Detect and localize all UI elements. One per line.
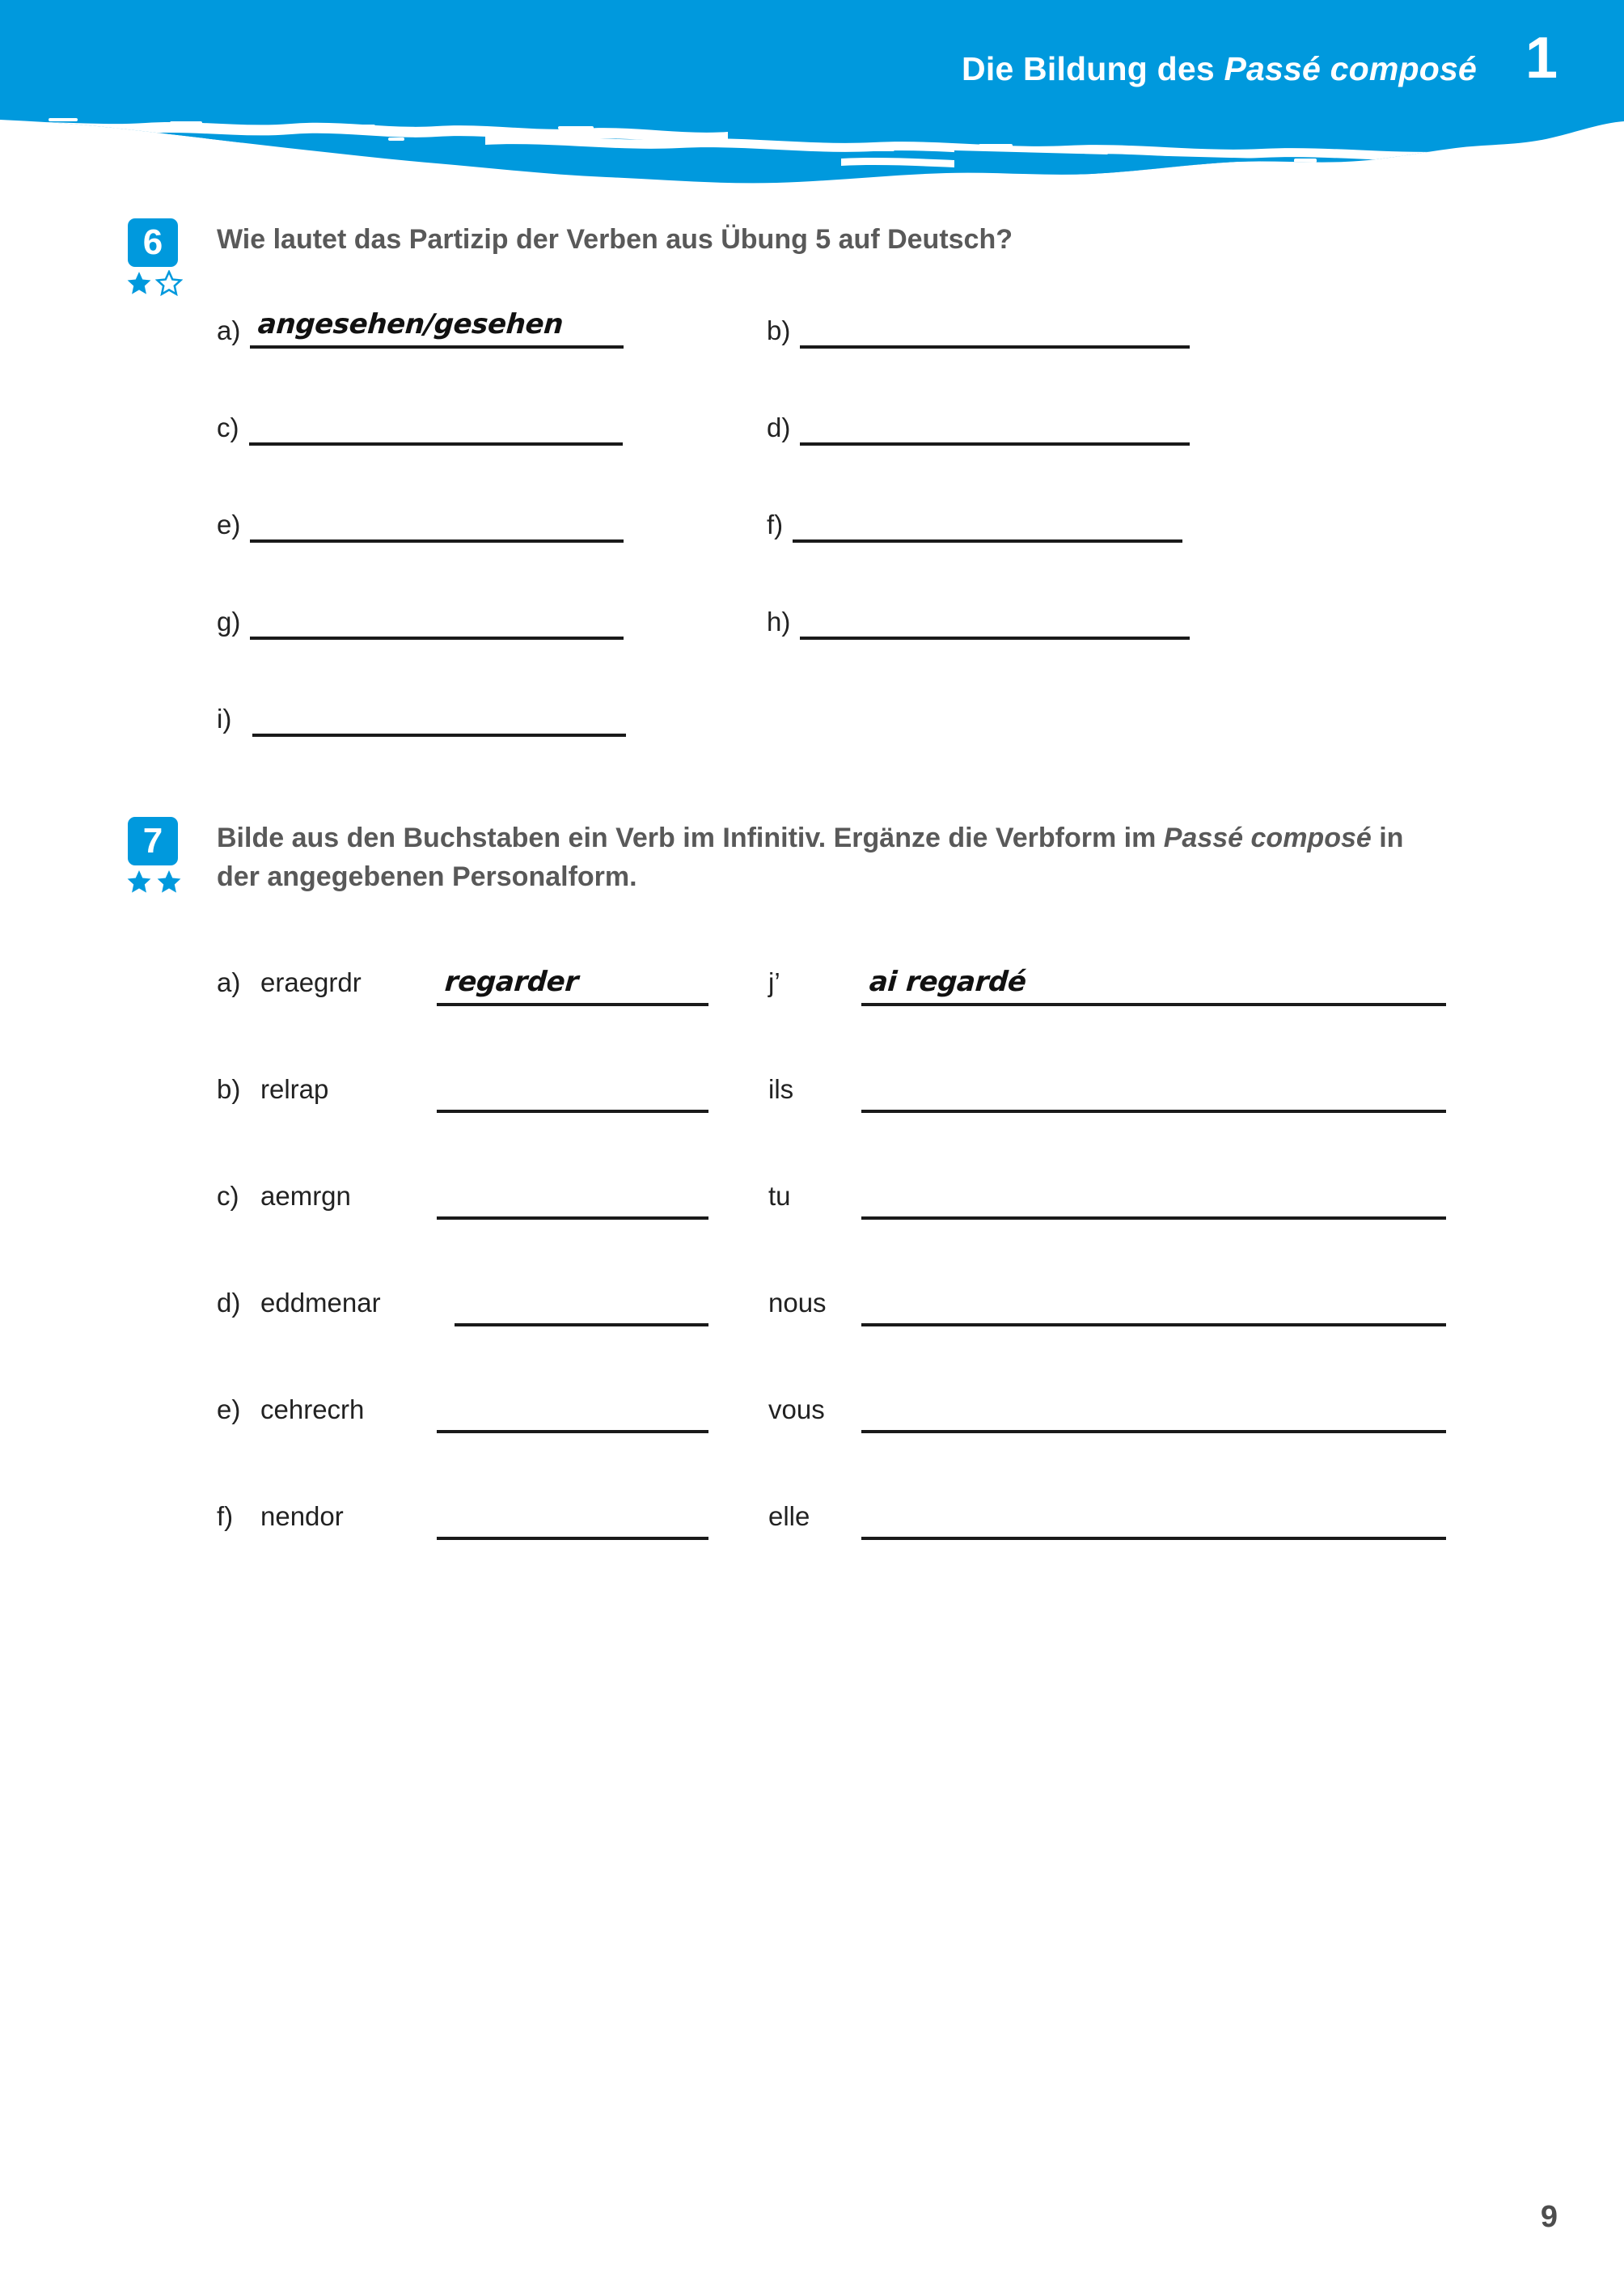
infinitive-blank-line[interactable]	[437, 959, 708, 1006]
pronoun-label: nous	[768, 1288, 827, 1318]
verbform-blank-line[interactable]	[861, 1280, 1446, 1326]
infinitive-blank-line[interactable]	[437, 1173, 708, 1220]
answer-blank-line[interactable]	[249, 400, 623, 446]
exercise-7-row	[0, 1480, 1624, 1540]
exercise-6-instruction-text: Wie lautet das Partizip der Verben aus Übung 5 auf Deutsch?	[217, 224, 1013, 255]
scrambled-letters: aemrgn	[260, 1181, 351, 1211]
row-index: d)	[217, 1288, 241, 1318]
scrambled-letters: nendor	[260, 1501, 344, 1531]
infinitive-blank-line[interactable]	[437, 1493, 708, 1540]
verbform-blank-line[interactable]	[861, 1493, 1446, 1540]
answer-blank-line[interactable]	[793, 497, 1182, 543]
page-title	[962, 50, 1477, 88]
star-outline-icon	[155, 270, 183, 296]
infinitive-blank-line[interactable]	[437, 1386, 708, 1433]
exercise-6-slot-f[interactable]	[767, 497, 1182, 543]
exercise-7-instruction-italic: Passé composé	[1163, 823, 1372, 853]
answer-blank-line[interactable]	[250, 497, 624, 543]
slot-label: h)	[767, 607, 791, 637]
answer-blank-line[interactable]	[800, 303, 1190, 349]
slot-label: e)	[217, 510, 241, 539]
star-filled-icon	[125, 270, 153, 296]
answer-blank-line[interactable]	[250, 594, 624, 640]
page-title-plain: Die Bildung des	[962, 50, 1224, 87]
exercise-7-row	[0, 1053, 1624, 1113]
handwritten-infinitive: regarder	[443, 966, 580, 998]
exercise-6-difficulty-stars	[125, 270, 184, 298]
slot-label: a)	[217, 315, 241, 345]
exercise-6-number-badge: 6	[128, 218, 178, 267]
verbform-blank-line[interactable]	[861, 1386, 1446, 1433]
scrambled-letters: relrap	[260, 1074, 329, 1104]
pronoun-label: ils	[768, 1074, 794, 1104]
exercise-6-answer-row	[0, 497, 1624, 554]
row-index: e)	[217, 1394, 241, 1424]
exercise-7-number-badge: 7	[128, 817, 178, 865]
pronoun-label: elle	[768, 1501, 810, 1531]
star-filled-icon	[125, 869, 153, 895]
verbform-blank-line[interactable]	[861, 1173, 1446, 1220]
pronoun-label: vous	[768, 1394, 825, 1424]
answer-blank-line[interactable]	[800, 400, 1190, 446]
exercise-6-slot-h[interactable]	[767, 594, 1190, 640]
exercise-7-instruction-part1: Bilde aus den Buchstaben ein Verb im Infinitiv. Ergänze die Verbform im	[217, 823, 1164, 853]
exercise-6-slot-a[interactable]	[217, 303, 624, 349]
pronoun-label: tu	[768, 1181, 791, 1211]
answer-blank-line[interactable]	[800, 594, 1190, 640]
scrambled-letters: cehrecrh	[260, 1394, 365, 1424]
slot-label: f)	[767, 510, 784, 539]
exercise-7-row	[0, 946, 1624, 1006]
row-index: c)	[217, 1181, 239, 1211]
exercise-6-answer-row	[0, 594, 1624, 651]
scrambled-letters: eraegrdr	[260, 967, 362, 997]
exercise-6-slot-g[interactable]	[217, 594, 624, 640]
brush-stroke-banner	[0, 0, 1624, 202]
exercise-6-answer-row	[0, 400, 1624, 457]
exercise-7-row	[0, 1160, 1624, 1220]
star-filled-icon	[155, 869, 183, 895]
page-number: 9	[1540, 2200, 1558, 2234]
chapter-number: 1	[1525, 26, 1558, 91]
exercise-7-row	[0, 1267, 1624, 1326]
exercise-6-slot-i[interactable]	[217, 692, 626, 737]
slot-label: g)	[217, 607, 241, 637]
answer-blank-line[interactable]	[252, 692, 626, 737]
verbform-blank-line[interactable]	[861, 959, 1446, 1006]
verbform-blank-line[interactable]	[861, 1066, 1446, 1113]
slot-label: d)	[767, 412, 791, 442]
exercise-6-slot-e[interactable]	[217, 497, 624, 543]
slot-label: i)	[217, 704, 232, 734]
slot-label: b)	[767, 315, 791, 345]
page-header-band	[0, 0, 1624, 202]
exercise-7-instruction	[217, 819, 1446, 897]
exercise-6-answer-row	[0, 303, 1624, 360]
row-index: f)	[217, 1501, 234, 1531]
row-index: b)	[217, 1074, 241, 1104]
exercise-6-answer-row	[0, 692, 1624, 748]
exercise-7-instruction-part2: in der angegebenen Personalform.	[217, 823, 1404, 893]
handwritten-verbform: ai regardé	[868, 966, 1028, 998]
infinitive-blank-line[interactable]	[455, 1280, 708, 1326]
exercise-6-slot-c[interactable]	[217, 400, 623, 446]
scrambled-letters: eddmenar	[260, 1288, 381, 1318]
exercise-7-row	[0, 1373, 1624, 1433]
page-title-italic: Passé composé	[1224, 50, 1477, 87]
pronoun-label: j’	[768, 967, 780, 997]
slot-label: c)	[217, 412, 239, 442]
exercise-6-slot-b[interactable]	[767, 303, 1190, 349]
exercise-6-slot-d[interactable]	[767, 400, 1190, 446]
infinitive-blank-line[interactable]	[437, 1066, 708, 1113]
exercise-6-instruction	[217, 220, 1446, 259]
exercise-7-difficulty-stars	[125, 869, 184, 896]
answer-blank-line[interactable]	[250, 303, 624, 349]
row-index: a)	[217, 967, 241, 997]
handwritten-answer: angesehen/gesehen	[256, 308, 565, 341]
